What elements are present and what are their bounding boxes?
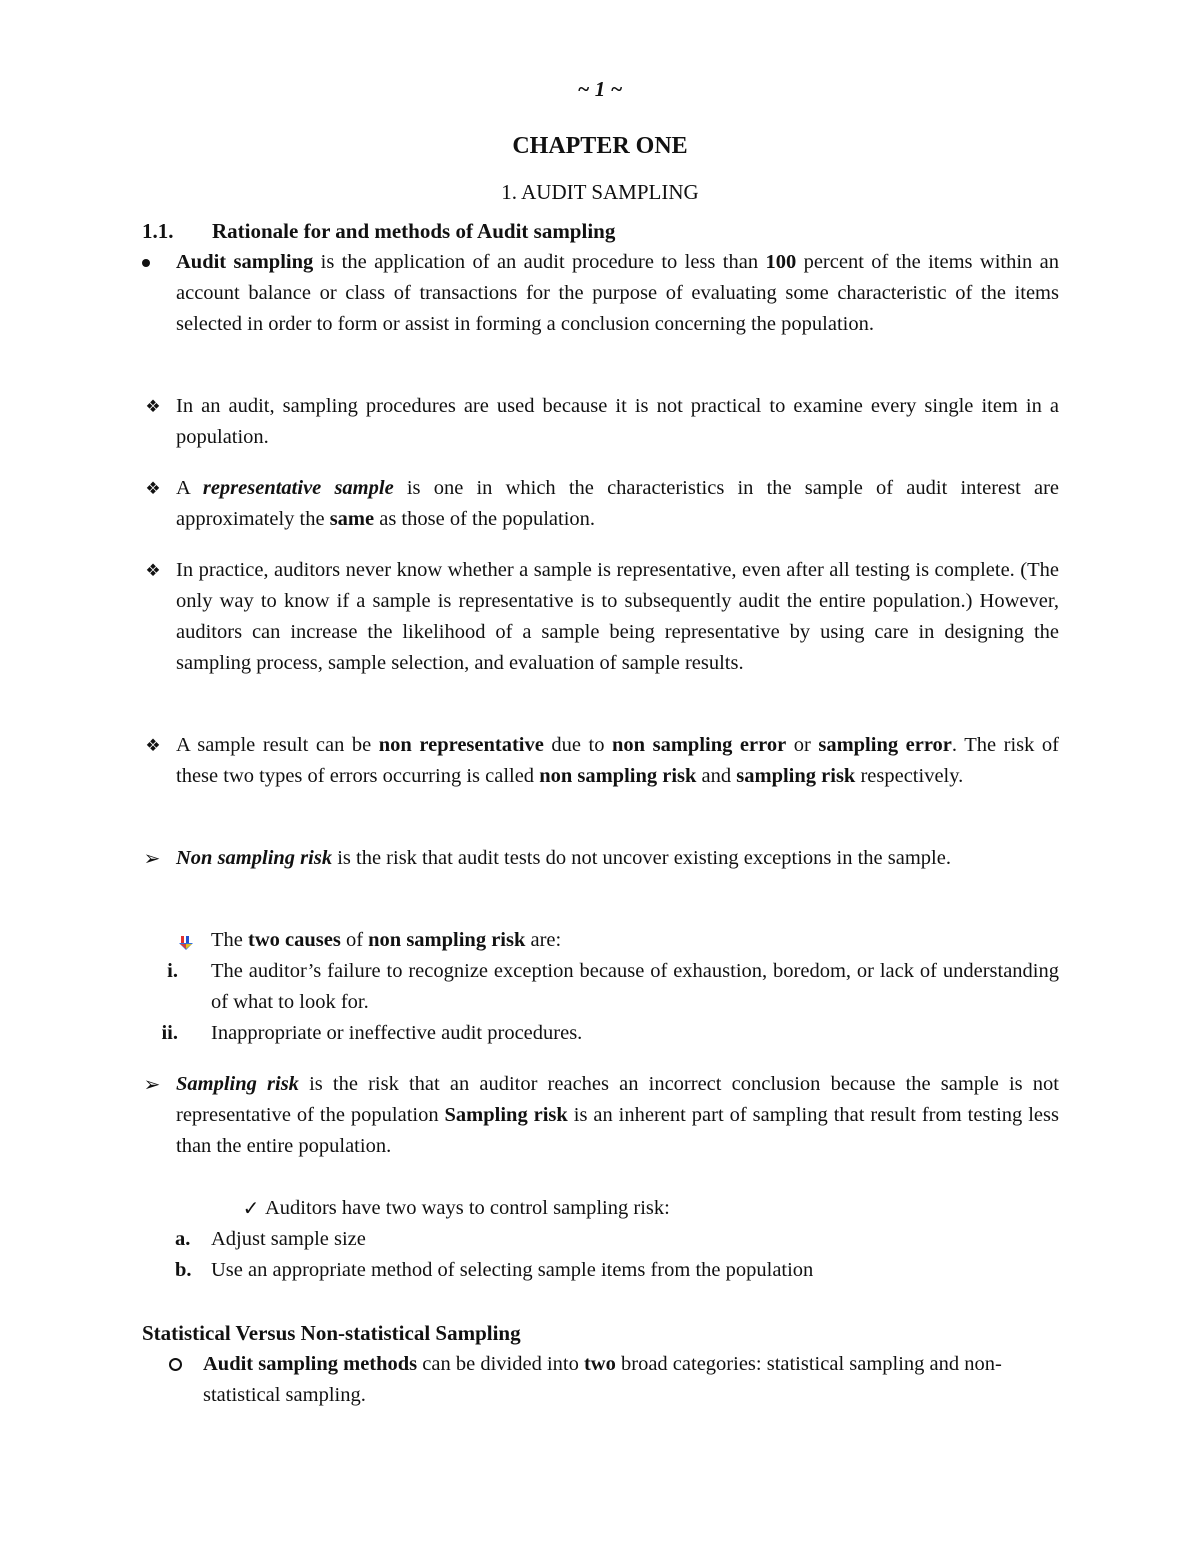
list-marker: b. [175, 1259, 192, 1281]
diamond-glyph: ❖ [145, 397, 161, 416]
paragraph-in-practice [176, 555, 1059, 679]
causes-intro [211, 925, 1059, 956]
section-title-statistical: Statistical Versus Non-statistical Sampling [142, 1321, 521, 1345]
paragraph-audit-sampling-definition [176, 247, 1059, 340]
bold-term: sampling error [818, 734, 952, 756]
list-marker: ii. [161, 1022, 178, 1044]
text-run: can be divided into [417, 1353, 584, 1375]
text-run: or [786, 734, 819, 756]
text-run: is an inherent part of sampling that result from testing less than the entire population. [176, 1104, 1059, 1157]
paragraph-sampling-risk [176, 1069, 1059, 1162]
text-run: are: [525, 929, 562, 951]
text-run: A sample result can be [176, 734, 379, 756]
bold-term: Audit sampling methods [203, 1353, 418, 1375]
diamond-bullet-icon [141, 473, 165, 504]
check-icon [242, 1193, 260, 1224]
text-run: of [340, 929, 369, 951]
bold-term: two causes [248, 929, 341, 951]
arrow-glyph: ➢ [143, 847, 161, 870]
section-number: 1.1. [142, 219, 174, 243]
arrow-glyph: ➢ [143, 1073, 161, 1096]
diamond-bullet-icon [141, 391, 165, 422]
text-run: is the risk that audit tests do not uncover existing exceptions in the sample. [332, 847, 951, 869]
main-heading: 1. AUDIT SAMPLING [501, 180, 699, 204]
bold-term: non sampling risk [368, 929, 526, 951]
bold-italic-term: representative sample [202, 477, 394, 499]
bold-term: Sampling risk [444, 1104, 568, 1126]
text-run: percent of the items within an account balance or class of transactions for the purpose of evaluating some characteristic of the items selected in order to form or assist in forming a conclusion concerning the population. [176, 251, 1059, 335]
down-arrow-icon [178, 931, 196, 949]
bold-term: same [329, 508, 375, 530]
page-number: ~ 1 ~ [577, 77, 623, 101]
bold-term: sampling risk [736, 765, 856, 787]
list-item: Adjust sample size [211, 1228, 366, 1250]
text-run: . The risk of these two types of errors occurring is called [176, 734, 1059, 787]
check-glyph: ✓ [242, 1196, 260, 1220]
text-run: as those of the population. [374, 508, 596, 530]
text-run: and [696, 765, 737, 787]
bold-term: Audit sampling [176, 251, 314, 273]
text-run: due to [543, 734, 613, 756]
circle-bullet-icon [168, 1349, 182, 1380]
diamond-glyph: ❖ [145, 736, 161, 755]
list-marker: a. [175, 1228, 191, 1250]
bold-term: two [583, 1353, 616, 1375]
diamond-glyph: ❖ [145, 479, 161, 498]
paragraph-sampling-procedures [176, 391, 1059, 453]
text-run: is one in which the characteristics in the sample of audit interest are approximately the [176, 477, 1059, 530]
paragraph-statistical [203, 1349, 1043, 1411]
text-run: In an audit, sampling procedures are used because it is not practical to examine every single item in a population. [176, 395, 1059, 448]
paragraph-non-sampling-risk [176, 843, 1059, 874]
arrow-bullet-icon [141, 1069, 163, 1100]
bullet-icon [141, 247, 151, 278]
text-run: is the application of an audit procedure to less than [313, 251, 766, 273]
paragraph-non-representative [176, 730, 1059, 792]
control-intro: Auditors have two ways to control sampling risk: [265, 1197, 670, 1219]
arrow-bullet-icon [141, 843, 163, 874]
text-run: A [176, 477, 203, 499]
text-run: is the risk that an auditor reaches an incorrect conclusion because the sample is not representative of the population [176, 1073, 1059, 1126]
bold-number: 100 [765, 251, 797, 273]
paragraph-representative-sample [176, 473, 1059, 535]
section-title: Rationale for and methods of Audit sampling [212, 219, 616, 243]
section-heading [142, 216, 615, 247]
bold-term: non representative [378, 734, 544, 756]
text-run: The [211, 929, 248, 951]
text-run: respectively. [855, 765, 964, 787]
diamond-glyph: ❖ [145, 561, 161, 580]
text-run: broad categories: statistical sampling and non-statistical sampling. [203, 1353, 1002, 1406]
list-item: Use an appropriate method of selecting sample items from the population [211, 1259, 814, 1281]
text-run: In practice, auditors never know whether a sample is representative, even after all testing is complete. (The only way to know if a sample is representative is to subsequently audit the entire population.) However, auditors can increase the likelihood of a sample being representative by using care in designing the sampling process, sample selection, and evaluation of sample results. [176, 559, 1059, 674]
chapter-title: CHAPTER ONE [512, 133, 688, 159]
list-marker: i. [167, 960, 178, 982]
bold-term: non sampling error [612, 734, 787, 756]
diamond-bullet-icon [141, 730, 165, 761]
list-item: The auditor’s failure to recognize exception because of exhaustion, boredom, or lack of understanding of what to look for. [211, 960, 1059, 1013]
bold-italic-term: Sampling risk [176, 1073, 299, 1095]
bold-italic-term: Non sampling risk [176, 847, 333, 869]
bold-term: non sampling risk [539, 765, 697, 787]
list-item: Inappropriate or ineffective audit procedures. [211, 1022, 583, 1044]
diamond-bullet-icon [141, 555, 165, 586]
